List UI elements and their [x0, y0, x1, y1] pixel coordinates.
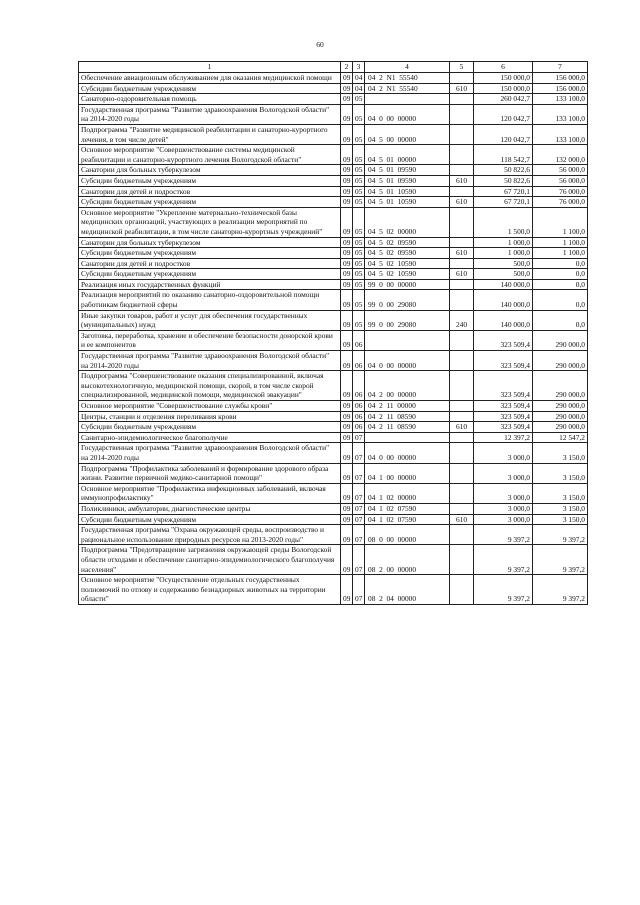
- column-header-target-article: 4: [365, 62, 450, 73]
- row-name: Государственная программа "Развитие здравоохранения Вологодской области" на 2014-2020 годы: [79, 104, 341, 124]
- row-expense-type: [450, 186, 474, 197]
- row-target-article: 04 0 00 00000: [365, 104, 450, 124]
- table-row: [79, 483, 588, 503]
- table-row: [79, 94, 588, 105]
- row-name: Санаторно-оздоровительная помощь: [79, 94, 341, 105]
- row-target-article: 04 1 02 07590: [365, 503, 450, 514]
- row-target-article: 99 0 00 00000: [365, 279, 450, 290]
- table-row: [79, 575, 588, 605]
- row-section: 09: [341, 443, 353, 463]
- row-name: Субсидии бюджетным учреждениям: [79, 83, 341, 94]
- row-name: Субсидии бюджетным учреждениям: [79, 197, 341, 208]
- row-section: 09: [341, 514, 353, 525]
- row-subsection: 06: [353, 330, 365, 350]
- row-expense-type: [450, 525, 474, 545]
- table-row: [79, 279, 588, 290]
- table-row: [79, 145, 588, 165]
- row-section: 09: [341, 104, 353, 124]
- page-number: 60: [316, 40, 324, 49]
- row-name: Государственная программа "Развитие здравоохранения Вологодской области" на 2014-2020 годы: [79, 443, 341, 463]
- column-header-section: 2: [341, 62, 353, 73]
- row-subsection: 05: [353, 197, 365, 208]
- row-section: 09: [341, 186, 353, 197]
- row-subsection: 07: [353, 525, 365, 545]
- row-target-article: 04 5 01 10590: [365, 197, 450, 208]
- row-name: Основное мероприятие "Совершенствование службы крови": [79, 401, 341, 412]
- table-row: [79, 514, 588, 525]
- row-name: Субсидии бюджетным учреждениям: [79, 514, 341, 525]
- row-subsection: 05: [353, 94, 365, 105]
- table-row: [79, 310, 588, 330]
- row-name: Субсидии бюджетным учреждениям: [79, 175, 341, 186]
- row-expense-type: 610: [450, 197, 474, 208]
- row-name: Основное мероприятие "Совершенствование системы медицинской реабилитации и санаторно-курортного лечения Вологодской области": [79, 145, 341, 165]
- row-expense-type: [450, 145, 474, 165]
- table-row: [79, 83, 588, 94]
- row-name: Санатории для детей и подростков: [79, 186, 341, 197]
- row-amount-year-2: 9 397,2: [533, 545, 588, 575]
- row-target-article: 04 5 02 10590: [365, 258, 450, 269]
- row-name: Основное мероприятие "Профилактика инфекционных заболеваний, включая иммунопрофилактику": [79, 483, 341, 503]
- row-amount-year-1: 323 509,4: [474, 422, 533, 433]
- row-name: Государственная программа "Развитие здравоохранения Вологодской области" на 2014-2020 годы: [79, 351, 341, 371]
- row-amount-year-2: 290 000,0: [533, 371, 588, 401]
- row-target-article: 04 2 11 00000: [365, 401, 450, 412]
- row-subsection: 07: [353, 443, 365, 463]
- table-row: [79, 269, 588, 280]
- row-subsection: 05: [353, 207, 365, 237]
- table-row: [79, 463, 588, 483]
- row-amount-year-1: 323 509,4: [474, 351, 533, 371]
- row-target-article: 04 2 11 08590: [365, 422, 450, 433]
- budget-table: [78, 61, 588, 605]
- row-name: Поликлиники, амбулатории, диагностические центры: [79, 503, 341, 514]
- row-subsection: 07: [353, 575, 365, 605]
- row-section: 09: [341, 422, 353, 433]
- row-amount-year-1: 50 822,6: [474, 175, 533, 186]
- row-name: Заготовка, переработка, хранение и обеспечение безопасности донорской крови и ее компонентов: [79, 330, 341, 350]
- row-subsection: 07: [353, 503, 365, 514]
- row-subsection: 05: [353, 310, 365, 330]
- row-section: 09: [341, 207, 353, 237]
- row-section: 09: [341, 330, 353, 350]
- row-amount-year-2: 0,0: [533, 290, 588, 310]
- row-name: Санатории для больных туберкулезом: [79, 237, 341, 248]
- row-target-article: 04 5 01 09590: [365, 165, 450, 176]
- row-expense-type: 240: [450, 310, 474, 330]
- row-section: 09: [341, 73, 353, 84]
- row-subsection: 04: [353, 73, 365, 84]
- row-target-article: [365, 330, 450, 350]
- row-amount-year-1: 50 822,6: [474, 165, 533, 176]
- row-amount-year-1: 3 000,0: [474, 514, 533, 525]
- table-row: [79, 503, 588, 514]
- row-expense-type: [450, 545, 474, 575]
- row-expense-type: 610: [450, 269, 474, 280]
- row-name: Субсидии бюджетным учреждениям: [79, 248, 341, 259]
- row-name: Реализация иных государственных функций: [79, 279, 341, 290]
- row-name: Основное мероприятие "Укрепление материально-технической базы медицинских организаций, участвующих в реализации мероприятий по медицинской реабилитации, в том числе санаторно-курортных учреждений": [79, 207, 341, 237]
- row-target-article: 04 1 02 00000: [365, 483, 450, 503]
- row-subsection: 05: [353, 165, 365, 176]
- row-subsection: 06: [353, 401, 365, 412]
- table-row: [79, 411, 588, 422]
- table-row: [79, 443, 588, 463]
- row-amount-year-1: 1 500,0: [474, 207, 533, 237]
- row-amount-year-1: 1 000,0: [474, 248, 533, 259]
- row-expense-type: [450, 483, 474, 503]
- row-amount-year-1: 120 042,7: [474, 124, 533, 144]
- row-amount-year-2: 3 150,0: [533, 483, 588, 503]
- table-row: [79, 401, 588, 412]
- row-expense-type: [450, 463, 474, 483]
- row-amount-year-1: 150 000,0: [474, 83, 533, 94]
- row-amount-year-2: 9 397,2: [533, 525, 588, 545]
- row-section: 09: [341, 432, 353, 443]
- column-header-name: 1: [79, 62, 341, 73]
- row-amount-year-1: 67 720,1: [474, 197, 533, 208]
- row-name: Государственная программа "Охрана окружающей среды, воспроизводство и рациональное использование природных ресурсов на 2013-2020 годы": [79, 525, 341, 545]
- table-row: [79, 104, 588, 124]
- row-section: 09: [341, 371, 353, 401]
- row-section: 09: [341, 483, 353, 503]
- row-section: 09: [341, 124, 353, 144]
- row-amount-year-1: 3 000,0: [474, 503, 533, 514]
- row-subsection: 05: [353, 279, 365, 290]
- row-name: Субсидии бюджетным учреждениям: [79, 422, 341, 433]
- row-target-article: 08 2 04 00000: [365, 575, 450, 605]
- row-expense-type: [450, 432, 474, 443]
- row-expense-type: [450, 503, 474, 514]
- row-expense-type: [450, 104, 474, 124]
- row-amount-year-2: 0,0: [533, 310, 588, 330]
- row-amount-year-1: 9 397,2: [474, 525, 533, 545]
- row-expense-type: [450, 124, 474, 144]
- column-header-amount-year-1: 6: [474, 62, 533, 73]
- row-subsection: 06: [353, 411, 365, 422]
- row-section: 09: [341, 94, 353, 105]
- row-target-article: 04 5 01 10590: [365, 186, 450, 197]
- row-name: Санатории для больных туберкулезом: [79, 165, 341, 176]
- table-row: [79, 258, 588, 269]
- row-amount-year-1: 3 000,0: [474, 463, 533, 483]
- table-row: [79, 124, 588, 144]
- row-amount-year-2: 133 100,0: [533, 104, 588, 124]
- row-name: Подпрограмма "Развитие медицинской реабилитации и санаторно-курортного лечения, в том числе детей": [79, 124, 341, 144]
- row-expense-type: [450, 207, 474, 237]
- row-amount-year-2: 0,0: [533, 258, 588, 269]
- row-name: Подпрограмма "Предотвращение загрязнения окружающей среды Вологодской области отходами и обеспечение санитарно-эпидемиологического благополучия населения": [79, 545, 341, 575]
- row-amount-year-1: 500,0: [474, 258, 533, 269]
- row-section: 09: [341, 269, 353, 280]
- row-name: Центры, станции и отделения переливания крови: [79, 411, 341, 422]
- row-target-article: 04 2 N1 55540: [365, 83, 450, 94]
- table-row: [79, 422, 588, 433]
- row-expense-type: [450, 443, 474, 463]
- row-amount-year-1: 140 000,0: [474, 290, 533, 310]
- row-amount-year-2: 132 000,0: [533, 145, 588, 165]
- row-name: Реализация мероприятий по оказанию санаторно-оздоровительной помощи работникам бюджетной сферы: [79, 290, 341, 310]
- row-target-article: 08 2 00 00000: [365, 545, 450, 575]
- row-subsection: 07: [353, 514, 365, 525]
- row-subsection: 05: [353, 248, 365, 259]
- row-name: Подпрограмма "Профилактика заболеваний и формирование здорового образа жизни. Развитие первичной медико-санитарной помощи": [79, 463, 341, 483]
- row-subsection: 07: [353, 483, 365, 503]
- column-header-amount-year-2: 7: [533, 62, 588, 73]
- row-section: 09: [341, 575, 353, 605]
- column-header-expense-type: 5: [450, 62, 474, 73]
- row-amount-year-1: 323 509,4: [474, 371, 533, 401]
- row-amount-year-2: 1 100,0: [533, 237, 588, 248]
- table-row: [79, 248, 588, 259]
- row-amount-year-1: 500,0: [474, 269, 533, 280]
- row-target-article: 99 0 00 29080: [365, 290, 450, 310]
- row-subsection: 05: [353, 237, 365, 248]
- table-row: [79, 371, 588, 401]
- row-expense-type: 610: [450, 248, 474, 259]
- row-expense-type: [450, 290, 474, 310]
- row-section: 09: [341, 503, 353, 514]
- row-amount-year-2: 9 397,2: [533, 575, 588, 605]
- row-expense-type: 610: [450, 175, 474, 186]
- row-subsection: 05: [353, 258, 365, 269]
- row-amount-year-1: 140 000,0: [474, 310, 533, 330]
- row-amount-year-1: 67 720,1: [474, 186, 533, 197]
- row-expense-type: [450, 401, 474, 412]
- row-section: 09: [341, 145, 353, 165]
- row-amount-year-2: 290 000,0: [533, 401, 588, 412]
- row-expense-type: [450, 351, 474, 371]
- row-subsection: 06: [353, 351, 365, 371]
- row-section: 09: [341, 258, 353, 269]
- table-row: [79, 175, 588, 186]
- row-name: Санатории для детей и подростков: [79, 258, 341, 269]
- row-section: 09: [341, 165, 353, 176]
- row-expense-type: [450, 279, 474, 290]
- row-target-article: 04 1 00 00000: [365, 463, 450, 483]
- row-amount-year-1: 3 000,0: [474, 443, 533, 463]
- row-target-article: 04 2 00 00000: [365, 371, 450, 401]
- row-section: 09: [341, 401, 353, 412]
- row-amount-year-2: 156 000,0: [533, 73, 588, 84]
- row-amount-year-2: 3 150,0: [533, 514, 588, 525]
- row-expense-type: [450, 371, 474, 401]
- row-amount-year-2: 0,0: [533, 279, 588, 290]
- row-name: Субсидии бюджетным учреждениям: [79, 269, 341, 280]
- row-amount-year-2: 133 100,0: [533, 124, 588, 144]
- row-amount-year-1: 9 397,2: [474, 545, 533, 575]
- row-amount-year-1: 9 397,2: [474, 575, 533, 605]
- row-expense-type: 610: [450, 514, 474, 525]
- row-amount-year-2: 56 000,0: [533, 165, 588, 176]
- row-expense-type: 610: [450, 83, 474, 94]
- row-section: 09: [341, 545, 353, 575]
- table-row: [79, 351, 588, 371]
- row-amount-year-2: 76 000,0: [533, 197, 588, 208]
- row-subsection: 05: [353, 124, 365, 144]
- row-subsection: 05: [353, 290, 365, 310]
- row-target-article: 08 0 00 00000: [365, 525, 450, 545]
- row-amount-year-1: 3 000,0: [474, 483, 533, 503]
- row-amount-year-2: 3 150,0: [533, 443, 588, 463]
- row-amount-year-2: 156 000,0: [533, 83, 588, 94]
- row-amount-year-2: 3 150,0: [533, 503, 588, 514]
- row-amount-year-1: 118 542,7: [474, 145, 533, 165]
- table-row: [79, 197, 588, 208]
- row-amount-year-1: 260 042,7: [474, 94, 533, 105]
- table-row: [79, 330, 588, 350]
- column-header-subsection: 3: [353, 62, 365, 73]
- row-subsection: 07: [353, 545, 365, 575]
- table-row: [79, 165, 588, 176]
- row-amount-year-2: 3 150,0: [533, 463, 588, 483]
- row-amount-year-2: 290 000,0: [533, 330, 588, 350]
- row-subsection: 07: [353, 463, 365, 483]
- row-section: 09: [341, 351, 353, 371]
- row-subsection: 05: [353, 175, 365, 186]
- row-target-article: 04 5 02 00000: [365, 207, 450, 237]
- row-amount-year-1: 150 000,0: [474, 73, 533, 84]
- row-subsection: 07: [353, 432, 365, 443]
- row-amount-year-2: 1 100,0: [533, 248, 588, 259]
- table-row: [79, 237, 588, 248]
- table-row: [79, 207, 588, 237]
- row-section: 09: [341, 197, 353, 208]
- row-section: 09: [341, 525, 353, 545]
- row-section: 09: [341, 411, 353, 422]
- row-target-article: 04 2 N1 55540: [365, 73, 450, 84]
- row-subsection: 05: [353, 145, 365, 165]
- row-name: Санитарно-эпидемиологическое благополучие: [79, 432, 341, 443]
- row-expense-type: [450, 94, 474, 105]
- table-row: [79, 290, 588, 310]
- row-target-article: 04 5 02 09590: [365, 248, 450, 259]
- row-expense-type: [450, 237, 474, 248]
- table-row: [79, 525, 588, 545]
- table-header-row: [79, 62, 588, 73]
- row-section: 09: [341, 279, 353, 290]
- table-row: [79, 432, 588, 443]
- row-target-article: 04 1 02 07590: [365, 514, 450, 525]
- row-subsection: 05: [353, 269, 365, 280]
- row-section: 09: [341, 463, 353, 483]
- row-target-article: 04 5 00 00000: [365, 124, 450, 144]
- row-name: Иные закупки товаров, работ и услуг для обеспечения государственных (муниципальных) нужд: [79, 310, 341, 330]
- row-section: 09: [341, 175, 353, 186]
- row-subsection: 04: [353, 83, 365, 94]
- row-amount-year-1: 323 509,4: [474, 330, 533, 350]
- table-row: [79, 545, 588, 575]
- table-row: [79, 73, 588, 84]
- row-amount-year-2: 76 000,0: [533, 186, 588, 197]
- table-row: [79, 186, 588, 197]
- row-amount-year-2: 133 100,0: [533, 94, 588, 105]
- row-section: 09: [341, 237, 353, 248]
- row-target-article: 04 0 00 00000: [365, 443, 450, 463]
- row-expense-type: [450, 73, 474, 84]
- row-amount-year-1: 12 397,2: [474, 432, 533, 443]
- row-section: 09: [341, 248, 353, 259]
- row-name: Подпрограмма "Совершенствование оказания специализированной, включая высокотехнологичную, медицинской помощи, скорой, в том числе скорой специализированной, медицинской помощи, медицинской эвакуации": [79, 371, 341, 401]
- row-subsection: 05: [353, 104, 365, 124]
- row-amount-year-2: 290 000,0: [533, 351, 588, 371]
- row-target-article: 04 2 11 08590: [365, 411, 450, 422]
- row-target-article: [365, 432, 450, 443]
- row-amount-year-2: 290 000,0: [533, 411, 588, 422]
- row-expense-type: [450, 411, 474, 422]
- row-target-article: 04 5 01 00000: [365, 145, 450, 165]
- row-amount-year-1: 1 000,0: [474, 237, 533, 248]
- row-target-article: 04 5 02 09590: [365, 237, 450, 248]
- row-expense-type: 610: [450, 422, 474, 433]
- row-target-article: 04 5 01 09590: [365, 175, 450, 186]
- row-amount-year-1: 323 509,4: [474, 411, 533, 422]
- row-amount-year-2: 56 000,0: [533, 175, 588, 186]
- row-amount-year-1: 323 509,4: [474, 401, 533, 412]
- row-subsection: 06: [353, 371, 365, 401]
- row-amount-year-2: 12 547,2: [533, 432, 588, 443]
- row-section: 09: [341, 83, 353, 94]
- row-expense-type: [450, 330, 474, 350]
- row-section: 09: [341, 290, 353, 310]
- row-amount-year-2: 1 100,0: [533, 207, 588, 237]
- row-target-article: 04 5 02 10590: [365, 269, 450, 280]
- row-amount-year-1: 120 042,7: [474, 104, 533, 124]
- table-body: [79, 73, 588, 605]
- row-subsection: 05: [353, 186, 365, 197]
- row-subsection: 06: [353, 422, 365, 433]
- row-name: Основное мероприятие "Осуществление отдельных государственных полномочий по отлову и содержанию безнадзорных животных на территории области": [79, 575, 341, 605]
- row-amount-year-1: 140 000,0: [474, 279, 533, 290]
- row-target-article: [365, 94, 450, 105]
- row-target-article: 04 0 00 00000: [365, 351, 450, 371]
- row-name: Обеспечение авиационным обслуживанием для оказания медицинской помощи: [79, 73, 341, 84]
- row-section: 09: [341, 310, 353, 330]
- row-amount-year-2: 290 000,0: [533, 422, 588, 433]
- row-expense-type: [450, 258, 474, 269]
- row-amount-year-2: 0,0: [533, 269, 588, 280]
- row-expense-type: [450, 165, 474, 176]
- row-target-article: 99 0 00 29080: [365, 310, 450, 330]
- row-expense-type: [450, 575, 474, 605]
